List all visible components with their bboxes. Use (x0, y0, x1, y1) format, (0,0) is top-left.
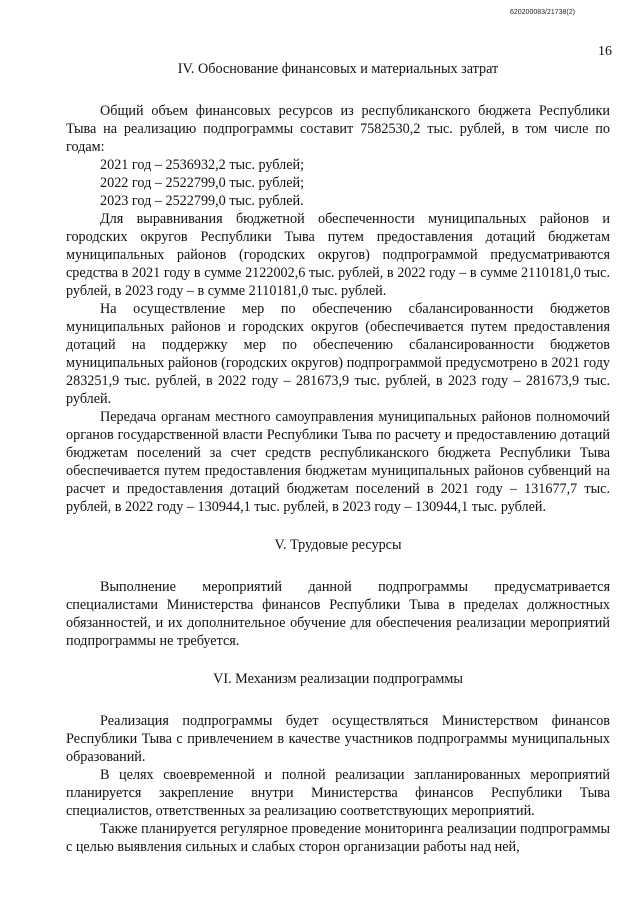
year-2022-line: 2022 год – 2522799,0 тыс. рублей; (100, 175, 305, 191)
document-body (66, 60, 610, 856)
page-number: 16 (598, 44, 612, 59)
section-iv-paragraph-transfer: Передача органам местного самоуправления муниципальных районов полномочий органов государственной власти Республики Тыва по расчету и предоставлению дотаций бюджетам поселений за счет средств республиканского бюджета Республики Тыва обеспечивается путем предоставления бюджетам муниципальных районов субвенций на расчет и предоставления дотаций бюджетам поселений в 2021 году – 131677,7 тыс. рублей, в 2022 году – 130944,1 тыс. рублей, в 2023 году – 130944,1 тыс. рублей. (66, 409, 610, 515)
document-registration-number: 620200083/21738(2) (509, 9, 575, 16)
section-vi-paragraph-specialists: В целях своевременной и полной реализации запланированных мероприятий планируется закрепление внутри Министерства финансов Республики Тыва специалистов, ответственных за реализацию соответствующих мероприятий. (66, 767, 610, 819)
year-2021-line: 2021 год – 2536932,2 тыс. рублей; (100, 157, 305, 173)
section-iv-paragraph-equalization: Для выравнивания бюджетной обеспеченности муниципальных районов и городских округов Республики Тыва путем предоставления дотаций бюджетам муниципальных районов (городских округов) подпрограммой предусматриваются средства в 2021 году в сумме 2122002,6 тыс. рублей, в 2022 году – в сумме 2110181,0 тыс. рублей, в 2023 году – в сумме 2110181,0 тыс. рублей. (66, 211, 610, 299)
section-vi-title: VI. Механизм реализации подпрограммы (213, 671, 463, 687)
section-vi-paragraph-monitoring: Также планируется регулярное проведение мониторинга реализации подпрограммы с целью выявления сильных и слабых сторон организации работы над ней, (66, 821, 610, 855)
section-vi-paragraph-implementation: Реализация подпрограммы будет осуществляться Министерством финансов Республики Тыва с привлечением в качестве участников подпрограммы муниципальных образований. (66, 713, 610, 765)
section-v-title: V. Трудовые ресурсы (274, 537, 402, 553)
section-iv-paragraph-balance: На осуществление мер по обеспечению сбалансированности бюджетов муниципальных районов и городских округов (обеспечивается путем предоставления дотаций на поддержку мер по обеспечению сбалансированности бюджетов муниципальных районов (городских округов) подпрограммой предусмотрено в 2021 году 283251,9 тыс. рублей, в 2022 году – 281673,9 тыс. рублей, в 2023 году – 281673,9 тыс. рублей. (66, 301, 610, 407)
section-iv-paragraph-intro: Общий объем финансовых ресурсов из республиканского бюджета Республики Тыва на реализацию подпрограммы составит 7582530,2 тыс. рублей, в том числе по годам: (66, 103, 610, 155)
section-iv-title: IV. Обоснование финансовых и материальных затрат (177, 61, 499, 77)
section-v-paragraph: Выполнение мероприятий данной подпрограммы предусматривается специалистами Министерства финансов Республики Тыва в пределах должностных обязанностей, и их дополнительное обучение для обеспечения реализации мероприятий подпрограммы не требуется. (66, 579, 610, 649)
year-2023-line: 2023 год – 2522799,0 тыс. рублей. (100, 193, 304, 209)
